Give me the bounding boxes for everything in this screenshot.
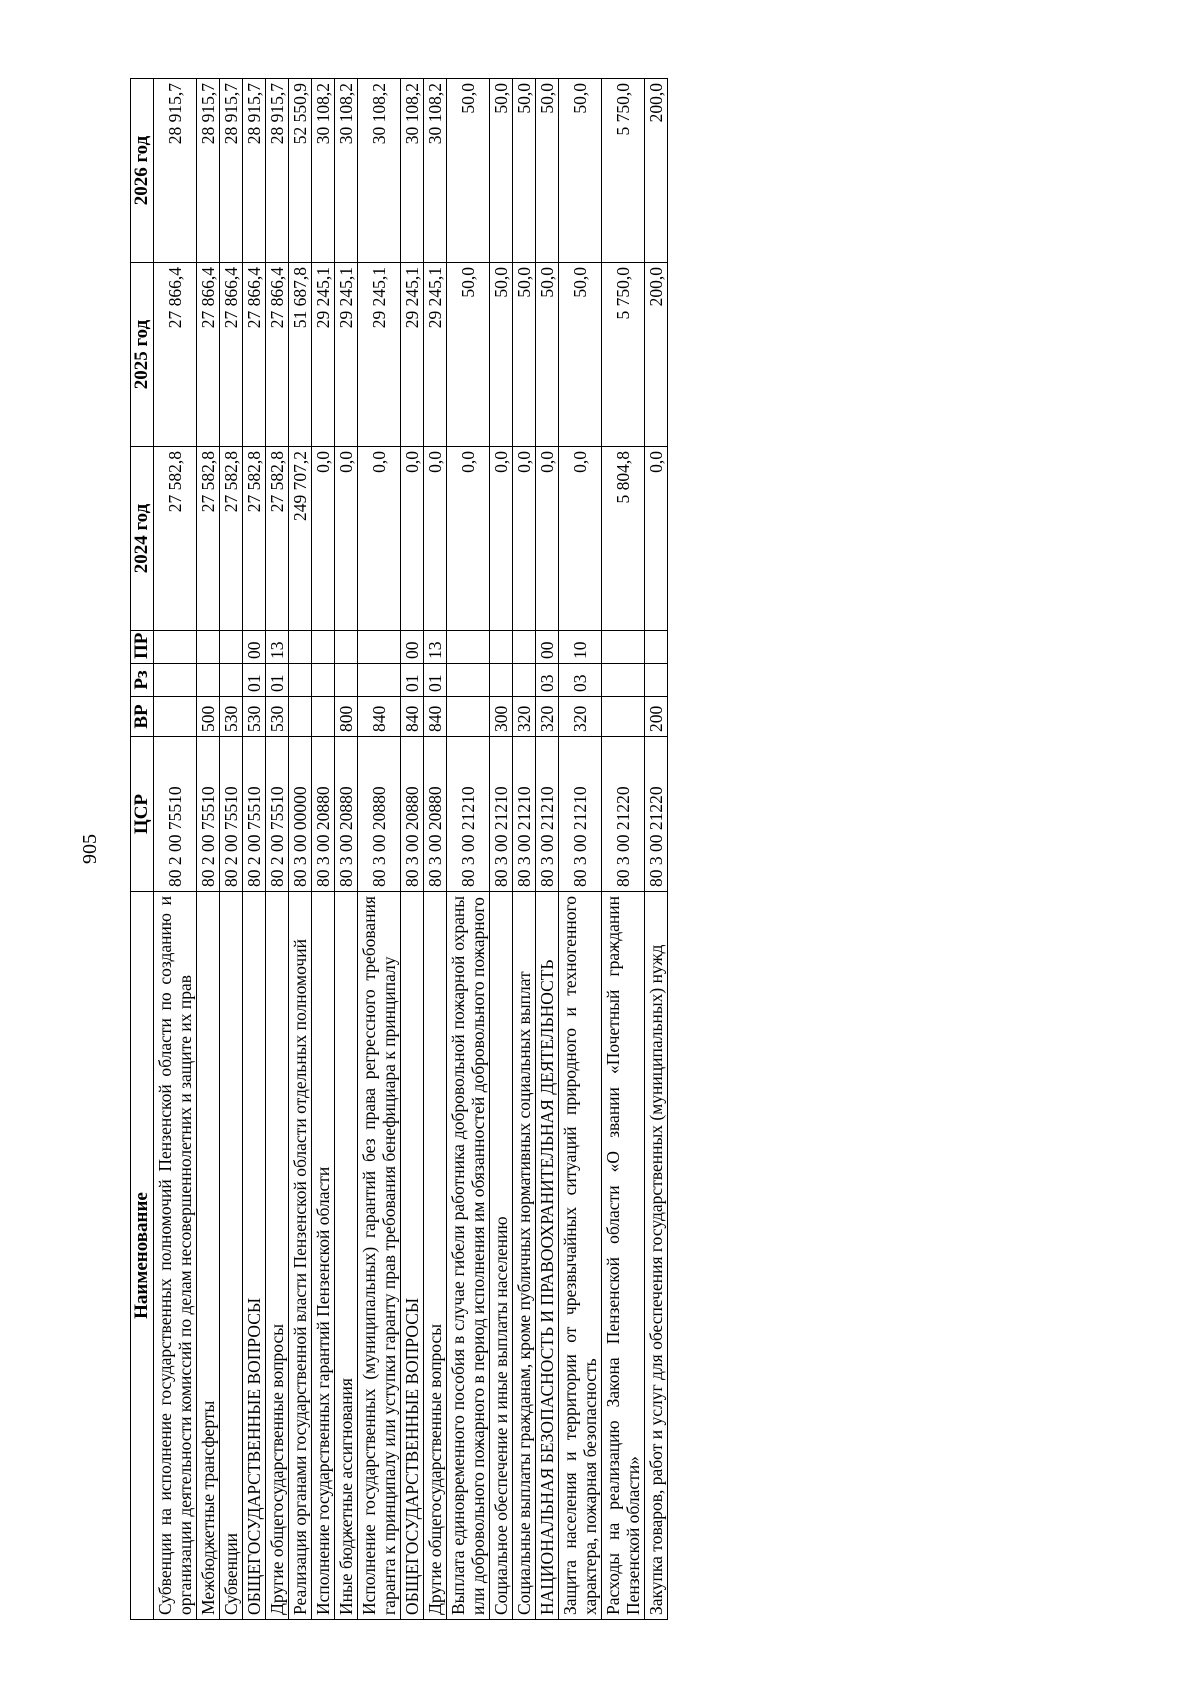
cell-2025: 50,0 [490,263,513,447]
cell-2025: 29 245,1 [312,263,335,447]
cell-rz [289,664,312,697]
table-row [220,79,243,1620]
cell-2024: 249 707,2 [289,447,312,631]
cell-name: ОБЩЕГОСУДАРСТВЕННЫЕ ВОПРОСЫ [401,892,424,1620]
cell-2025: 27 866,4 [154,263,197,447]
cell-vr: 530 [243,697,266,737]
cell-2026: 50,0 [490,79,513,263]
cell-pr [335,631,358,664]
cell-pr: 13 [424,631,447,664]
cell-vr: 530 [220,697,243,737]
cell-vr: 320 [559,697,602,737]
cell-name: НАЦИОНАЛЬНАЯ БЕЗОПАСНОСТЬ И ПРАВООХРАНИТЕЛЬНАЯ ДЕЯТЕЛЬНОСТЬ [536,892,559,1620]
cell-pr: 13 [266,631,289,664]
table-row [154,79,197,1620]
cell-pr: 00 [401,631,424,664]
cell-2025: 29 245,1 [335,263,358,447]
cell-2025: 50,0 [536,263,559,447]
cell-name: Межбюджетные трансферты [197,892,220,1620]
cell-vr: 300 [490,697,513,737]
cell-name: Субвенции на исполнение государственных полномочий Пензенской области по созданию и организации деятельности комиссий по делам несовершеннолетних и защите их прав [154,892,197,1620]
cell-csr: 80 3 00 21210 [447,737,490,892]
cell-csr: 80 3 00 20880 [312,737,335,892]
cell-csr: 80 3 00 21220 [645,737,668,892]
cell-vr: 500 [197,697,220,737]
cell-csr: 80 3 00 21220 [602,737,645,892]
cell-rz: 01 [243,664,266,697]
cell-name: Защита населения и территории от чрезвычайных ситуаций природного и техногенного характера, пожарная безопасность [559,892,602,1620]
table-row [243,79,266,1620]
cell-2024: 27 582,8 [154,447,197,631]
table-row [266,79,289,1620]
cell-name: Другие общегосударственные вопросы [266,892,289,1620]
cell-rz [197,664,220,697]
table-row [602,79,645,1620]
cell-csr: 80 3 00 21210 [559,737,602,892]
cell-pr: 10 [559,631,602,664]
cell-vr [312,697,335,737]
cell-2024: 27 582,8 [220,447,243,631]
table-row [312,79,335,1620]
cell-pr [154,631,197,664]
cell-csr: 80 3 00 20880 [358,737,401,892]
table-row [358,79,401,1620]
cell-2025: 5 750,0 [602,263,645,447]
cell-2026: 30 108,2 [335,79,358,263]
cell-name: Исполнение государственных (муниципальных) гарантий без права регрессного требования гаранта к принципалу или уступки гаранту прав требования бенефициара к принципалу [358,892,401,1620]
page-number: 905 [79,834,101,864]
cell-2025: 27 866,4 [197,263,220,447]
cell-2025: 27 866,4 [220,263,243,447]
table-row [401,79,424,1620]
cell-2024: 27 582,8 [197,447,220,631]
cell-rz [513,664,536,697]
cell-name: Другие общегосударственные вопросы [424,892,447,1620]
cell-2024: 0,0 [490,447,513,631]
cell-pr [220,631,243,664]
cell-csr: 80 3 00 20880 [335,737,358,892]
cell-2024: 27 582,8 [266,447,289,631]
cell-2024: 0,0 [513,447,536,631]
cell-rz [490,664,513,697]
table-row [513,79,536,1620]
cell-2024: 0,0 [335,447,358,631]
cell-vr [447,697,490,737]
header-pr: ПР [131,631,154,664]
table-row [335,79,358,1620]
cell-rz [602,664,645,697]
cell-2025: 50,0 [513,263,536,447]
table-wrapper [130,78,1048,1620]
cell-2026: 50,0 [536,79,559,263]
table-row [559,79,602,1620]
cell-name: Реализация органами государственной власти Пензенской области отдельных полномочий [289,892,312,1620]
cell-2024: 0,0 [312,447,335,631]
cell-pr [289,631,312,664]
cell-pr [197,631,220,664]
cell-2025: 29 245,1 [424,263,447,447]
cell-vr: 800 [335,697,358,737]
cell-vr [289,697,312,737]
cell-2024: 0,0 [536,447,559,631]
cell-2026: 52 550,9 [289,79,312,263]
budget-table [130,78,668,1620]
table-row [424,79,447,1620]
cell-csr: 80 2 00 75510 [266,737,289,892]
cell-vr [602,697,645,737]
cell-2026: 28 915,7 [154,79,197,263]
cell-2026: 28 915,7 [266,79,289,263]
cell-pr [312,631,335,664]
cell-vr: 840 [358,697,401,737]
cell-name: Социальное обеспечение и иные выплаты населению [490,892,513,1620]
cell-rz: 01 [424,664,447,697]
cell-name: ОБЩЕГОСУДАРСТВЕННЫЕ ВОПРОСЫ [243,892,266,1620]
cell-2024: 0,0 [424,447,447,631]
cell-vr: 200 [645,697,668,737]
cell-pr [447,631,490,664]
cell-2026: 30 108,2 [358,79,401,263]
cell-2025: 29 245,1 [401,263,424,447]
cell-name: Закупка товаров, работ и услуг для обеспечения государственных (муниципальных) нужд [645,892,668,1620]
table-row [536,79,559,1620]
cell-csr: 80 3 00 00000 [289,737,312,892]
table-row [490,79,513,1620]
cell-rz [645,664,668,697]
cell-2025: 51 687,8 [289,263,312,447]
cell-2026: 50,0 [559,79,602,263]
cell-pr [358,631,401,664]
cell-csr: 80 2 00 75510 [243,737,266,892]
cell-csr: 80 2 00 75510 [154,737,197,892]
cell-name: Иные бюджетные ассигнования [335,892,358,1620]
cell-2026: 28 915,7 [220,79,243,263]
cell-rz: 03 [559,664,602,697]
cell-pr: 00 [243,631,266,664]
cell-2024: 0,0 [358,447,401,631]
cell-2024: 0,0 [645,447,668,631]
cell-vr: 840 [401,697,424,737]
cell-csr: 80 2 00 75510 [220,737,243,892]
cell-name: Социальные выплаты гражданам, кроме публичных нормативных социальных выплат [513,892,536,1620]
cell-rz [447,664,490,697]
cell-pr [602,631,645,664]
cell-rz: 03 [536,664,559,697]
cell-2024: 27 582,8 [243,447,266,631]
header-2026: 2026 год [131,79,154,263]
header-name: Наименование [131,892,154,1620]
cell-2025: 50,0 [559,263,602,447]
cell-2026: 30 108,2 [312,79,335,263]
table-header-row [131,79,154,1620]
cell-2024: 0,0 [559,447,602,631]
cell-2026: 28 915,7 [243,79,266,263]
cell-2026: 50,0 [447,79,490,263]
cell-rz: 01 [266,664,289,697]
cell-name: Исполнение государственных гарантий Пензенской области [312,892,335,1620]
cell-2024: 0,0 [447,447,490,631]
cell-csr: 80 3 00 20880 [401,737,424,892]
cell-vr: 530 [266,697,289,737]
cell-2024: 5 804,8 [602,447,645,631]
cell-rz [358,664,401,697]
cell-2024: 0,0 [401,447,424,631]
cell-rz: 01 [401,664,424,697]
cell-pr [513,631,536,664]
cell-csr: 80 2 00 75510 [197,737,220,892]
cell-name: Расходы на реализацию Закона Пензенской области «О звании «Почетный гражданин Пензенской области» [602,892,645,1620]
cell-2026: 200,0 [645,79,668,263]
cell-2025: 27 866,4 [266,263,289,447]
cell-2026: 30 108,2 [424,79,447,263]
header-2025: 2025 год [131,263,154,447]
cell-2025: 50,0 [447,263,490,447]
cell-csr: 80 3 00 21210 [536,737,559,892]
cell-name: Выплата единовременного пособия в случае гибели работника добровольной пожарной охраны или добровольного пожарного в период исполнения им обязанностей добровольного пожарного [447,892,490,1620]
table-body [154,79,668,1620]
cell-2025: 27 866,4 [243,263,266,447]
cell-2026: 50,0 [513,79,536,263]
cell-csr: 80 3 00 21210 [490,737,513,892]
cell-pr: 00 [536,631,559,664]
header-vr: ВР [131,697,154,737]
cell-csr: 80 3 00 21210 [513,737,536,892]
cell-rz [335,664,358,697]
table-row [447,79,490,1620]
header-csr: ЦСР [131,737,154,892]
cell-csr: 80 3 00 20880 [424,737,447,892]
cell-2026: 5 750,0 [602,79,645,263]
cell-rz [220,664,243,697]
cell-pr [490,631,513,664]
cell-2025: 29 245,1 [358,263,401,447]
cell-name: Субвенции [220,892,243,1620]
table-row [645,79,668,1620]
header-rz: Рз [131,664,154,697]
cell-rz [154,664,197,697]
table-row [289,79,312,1620]
cell-vr [154,697,197,737]
cell-pr [645,631,668,664]
cell-vr: 320 [536,697,559,737]
cell-vr: 840 [424,697,447,737]
cell-2025: 200,0 [645,263,668,447]
cell-2026: 28 915,7 [197,79,220,263]
header-2024: 2024 год [131,447,154,631]
cell-vr: 320 [513,697,536,737]
cell-2026: 30 108,2 [401,79,424,263]
cell-rz [312,664,335,697]
table-row [197,79,220,1620]
